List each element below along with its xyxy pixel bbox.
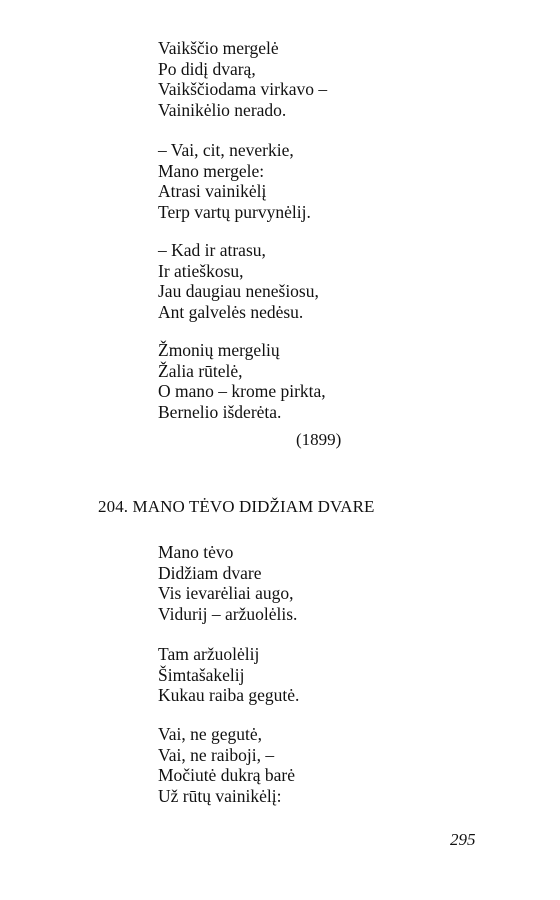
- poem-line: Vainikėlio nerado.: [158, 99, 287, 120]
- poem-line: Už rūtų vainikėlį:: [158, 785, 282, 806]
- poem-line: Didžiam dvare: [158, 562, 262, 583]
- poem2-stanza-2: [158, 644, 299, 706]
- poem-line: – Vai, cit, neverkie,: [158, 140, 294, 160]
- poem-line: Žmonių mergelių: [158, 340, 280, 360]
- poem-line: Vaikščio mergelė: [158, 38, 279, 58]
- poem1-stanza-2: [158, 140, 311, 222]
- poem-line: Žalia rūtelė,: [158, 360, 243, 381]
- poem-line: Vai, ne gegutė,: [158, 724, 262, 744]
- poem-heading: 204. MANO TĖVO DIDŽIAM DVARE: [98, 497, 375, 516]
- poem-line: Vaikščiodama virkavo –: [158, 79, 328, 99]
- page-number: 295: [450, 830, 476, 849]
- poem1-stanza-4: [158, 340, 326, 422]
- poem-line: Ant galvelės nedėsu.: [158, 301, 304, 322]
- poem-line: O mano – krome pirkta,: [158, 381, 326, 401]
- poem2-stanza-1: [158, 542, 297, 624]
- poem-line: Kukau raiba gegutė.: [158, 685, 300, 705]
- poem-line: Ir atieškosu,: [158, 260, 244, 281]
- poem-line: Šimtašakelij: [158, 664, 245, 685]
- poem-line: Jau daugiau nenešiosu,: [158, 281, 319, 301]
- poem-line: Mano mergele:: [158, 160, 265, 181]
- poem-line: Mano tėvo: [158, 542, 234, 562]
- poem-line: Močiutė dukrą barė: [158, 765, 296, 785]
- poem-line: Vidurij – aržuolėlis.: [158, 603, 298, 624]
- poem1-stanza-3: [158, 240, 319, 322]
- poem-line: – Kad ir atrasu,: [158, 240, 266, 260]
- poem-line: Vai, ne raiboji, –: [158, 744, 275, 765]
- poem-line: Bernelio išderėta.: [158, 401, 282, 422]
- poem-line: Atrasi vainikėlį: [158, 181, 267, 201]
- poem-line: Vis ievarėliai augo,: [158, 583, 294, 603]
- poem-line: Po didį dvarą,: [158, 58, 256, 79]
- poem-line: Terp vartų purvynėlij.: [158, 201, 311, 222]
- poem-date: (1899): [296, 430, 342, 449]
- poem2-stanza-3: [158, 724, 295, 806]
- poem-line: Tam aržuolėlij: [158, 644, 260, 664]
- poem1-stanza-1: [158, 38, 327, 120]
